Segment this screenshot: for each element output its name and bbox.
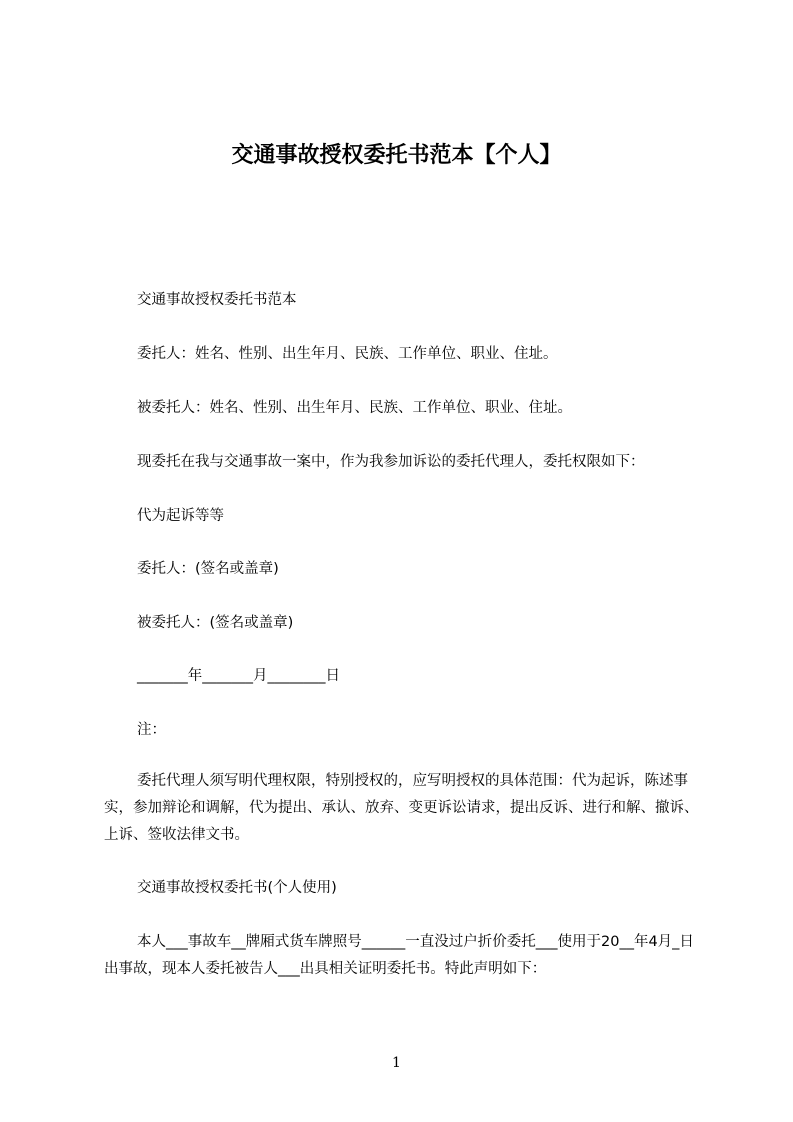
principal-signature-line: 委托人：(签名或盖章) xyxy=(137,561,279,577)
authorization-line: 现委托在我与交通事故一案中，作为我参加诉讼的委托代理人，委托权限如下： xyxy=(137,454,645,470)
page-number: 1 xyxy=(392,1055,401,1071)
note-paragraph: 委托代理人须写明代理权限，特别授权的，应写明授权的具体范围：代为起诉，陈述事实，参加辩论和调解，代为提出、承认、放弃、变更诉讼请求，提出反诉、进行和解、撤诉、上诉、签收法律文书。 xyxy=(104,773,699,843)
scope-line: 代为起诉等等 xyxy=(137,508,224,524)
subtitle-line: 交通事故授权委托书范本 xyxy=(137,292,297,308)
document-title: 交通事故授权委托书范本【个人】 xyxy=(231,143,562,168)
agent-signature-line: 被委托人：(签名或盖章) xyxy=(137,615,294,631)
date-line: _______年_______月________日 xyxy=(137,668,340,684)
section-heading: 交通事故授权委托书(个人使用) xyxy=(137,880,337,896)
note-label: 注： xyxy=(137,722,166,738)
agent-line: 被委托人：姓名、性别、出生年月、民族、工作单位、职业、住址。 xyxy=(137,400,572,416)
statement-paragraph: 本人___事故车__牌厢式货车牌照号______一直没过户折价委托___使用于20__年4月_日出事故，现本人委托被告人___出具相关证明委托书。特此声明如下： xyxy=(104,934,694,977)
principal-line: 委托人：姓名、性别、出生年月、民族、工作单位、职业、住址。 xyxy=(137,346,558,362)
